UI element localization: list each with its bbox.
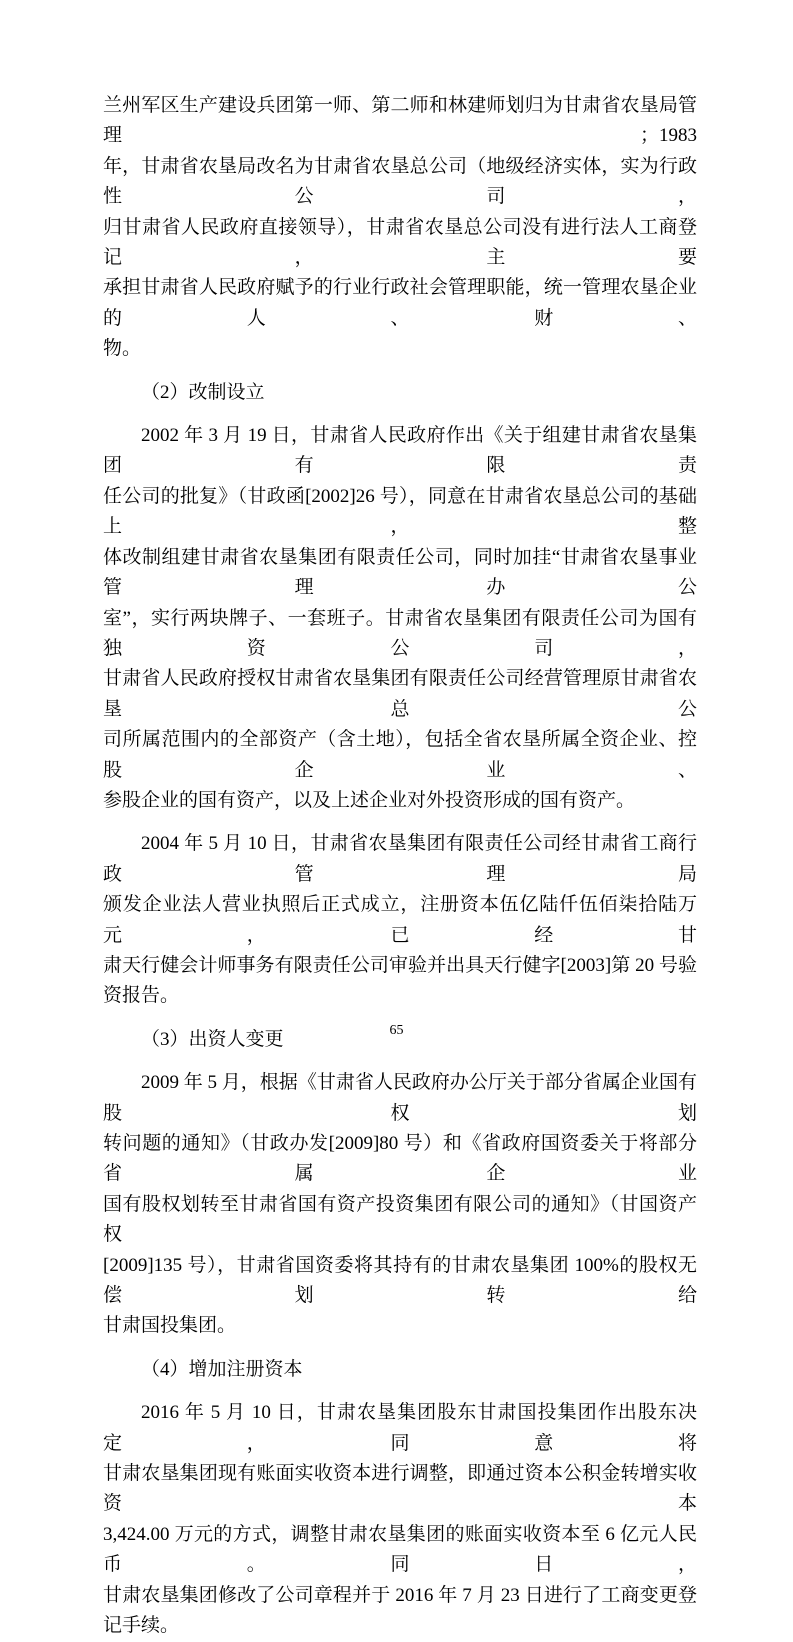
- text-line: 肃天行健会计师事务有限责任公司审验并出具天行健字[2003]第 20 号验资报告。: [103, 954, 697, 1007]
- paragraph: [103, 421, 697, 816]
- section-heading: （4）增加注册资本: [141, 1358, 303, 1380]
- text-line: 甘肃农垦集团现有账面实收资本进行调整，即通过资本公积金转增实收资本: [103, 1463, 697, 1515]
- text-line: 参股企业的国有资产，以及上述企业对外投资形成的国有资产。: [103, 789, 636, 811]
- text-line: 2002 年 3 月 19 日，甘肃省人民政府作出《关于组建甘肃省农垦集团有限责: [103, 425, 697, 477]
- text-line: 3,424.00 万元的方式，调整甘肃农垦集团的账面实收资本至 6 亿元人民币。同日，: [103, 1523, 697, 1576]
- text-line: 2016 年 5 月 10 日，甘肃农垦集团股东甘肃国投集团作出股东决定，同意将: [103, 1402, 697, 1454]
- text-line: 任公司的批复》（甘政函[2002]26 号），同意在甘肃省农垦总公司的基础上，整: [103, 485, 697, 538]
- text-line: 司所属范围内的全部资产（含土地），包括全省农垦所属全资企业、控股企业、: [103, 729, 697, 781]
- section-heading: （2）改制设立: [141, 381, 265, 403]
- text-line: 归甘肃省人民政府直接领导），甘肃省农垦总公司没有进行法人工商登记，主要: [103, 216, 697, 269]
- page-footer: [0, 1022, 793, 1040]
- text-line: 颁发企业法人营业执照后正式成立，注册资本伍亿陆仟伍佰柒拾陆万元，已经甘: [103, 894, 697, 946]
- paragraph: [103, 829, 697, 1011]
- text-line: 国有股权划转至甘肃省国有资产投资集团有限公司的通知》（甘国资产权: [103, 1193, 697, 1246]
- text-line: 年，甘肃省农垦局改名为甘肃省农垦总公司（地级经济实体，实为行政性公司，: [103, 155, 697, 208]
- text-line: 室”，实行两块牌子、一套班子。甘肃省农垦集团有限责任公司为国有独资公司，: [103, 607, 697, 659]
- text-line: 转问题的通知》（甘政办发[2009]80 号）和《省政府国资委关于将部分省属企业: [103, 1133, 697, 1185]
- paragraph: [103, 1068, 697, 1342]
- text-line: 甘肃省人民政府授权甘肃省农垦集团有限责任公司经营管理原甘肃省农垦总公: [103, 668, 697, 720]
- paragraph: [103, 1398, 697, 1641]
- text-line: 物。: [103, 338, 142, 360]
- document-body: [103, 91, 697, 1642]
- text-line: 承担甘肃省人民政府赋予的行业行政社会管理职能，统一管理农垦企业的人、财、: [103, 277, 697, 329]
- page-number: 65: [389, 1023, 404, 1038]
- text-line: 2009 年 5 月，根据《甘肃省人民政府办公厅关于部分省属企业国有股权划: [103, 1072, 697, 1124]
- section-heading: （3）出资人变更: [141, 1028, 284, 1050]
- text-line: [2009]135 号），甘肃省国资委将其持有的甘肃农垦集团 100%的股权无偿划转给: [103, 1254, 697, 1307]
- text-line: 2004 年 5 月 10 日，甘肃省农垦集团有限责任公司经甘肃省工商行政管理局: [103, 833, 697, 885]
- text-line: 甘肃农垦集团修改了公司章程并于 2016 年 7 月 23 日进行了工商变更登记手续。: [103, 1584, 697, 1637]
- text-line: 兰州军区生产建设兵团第一师、第二师和林建师划归为甘肃省农垦局管理；1983: [103, 95, 697, 147]
- text-line: 甘肃国投集团。: [103, 1315, 237, 1337]
- paragraph: [103, 91, 697, 365]
- text-line: 体改制组建甘肃省农垦集团有限责任公司，同时加挂“甘肃省农垦事业管理办公: [103, 546, 697, 599]
